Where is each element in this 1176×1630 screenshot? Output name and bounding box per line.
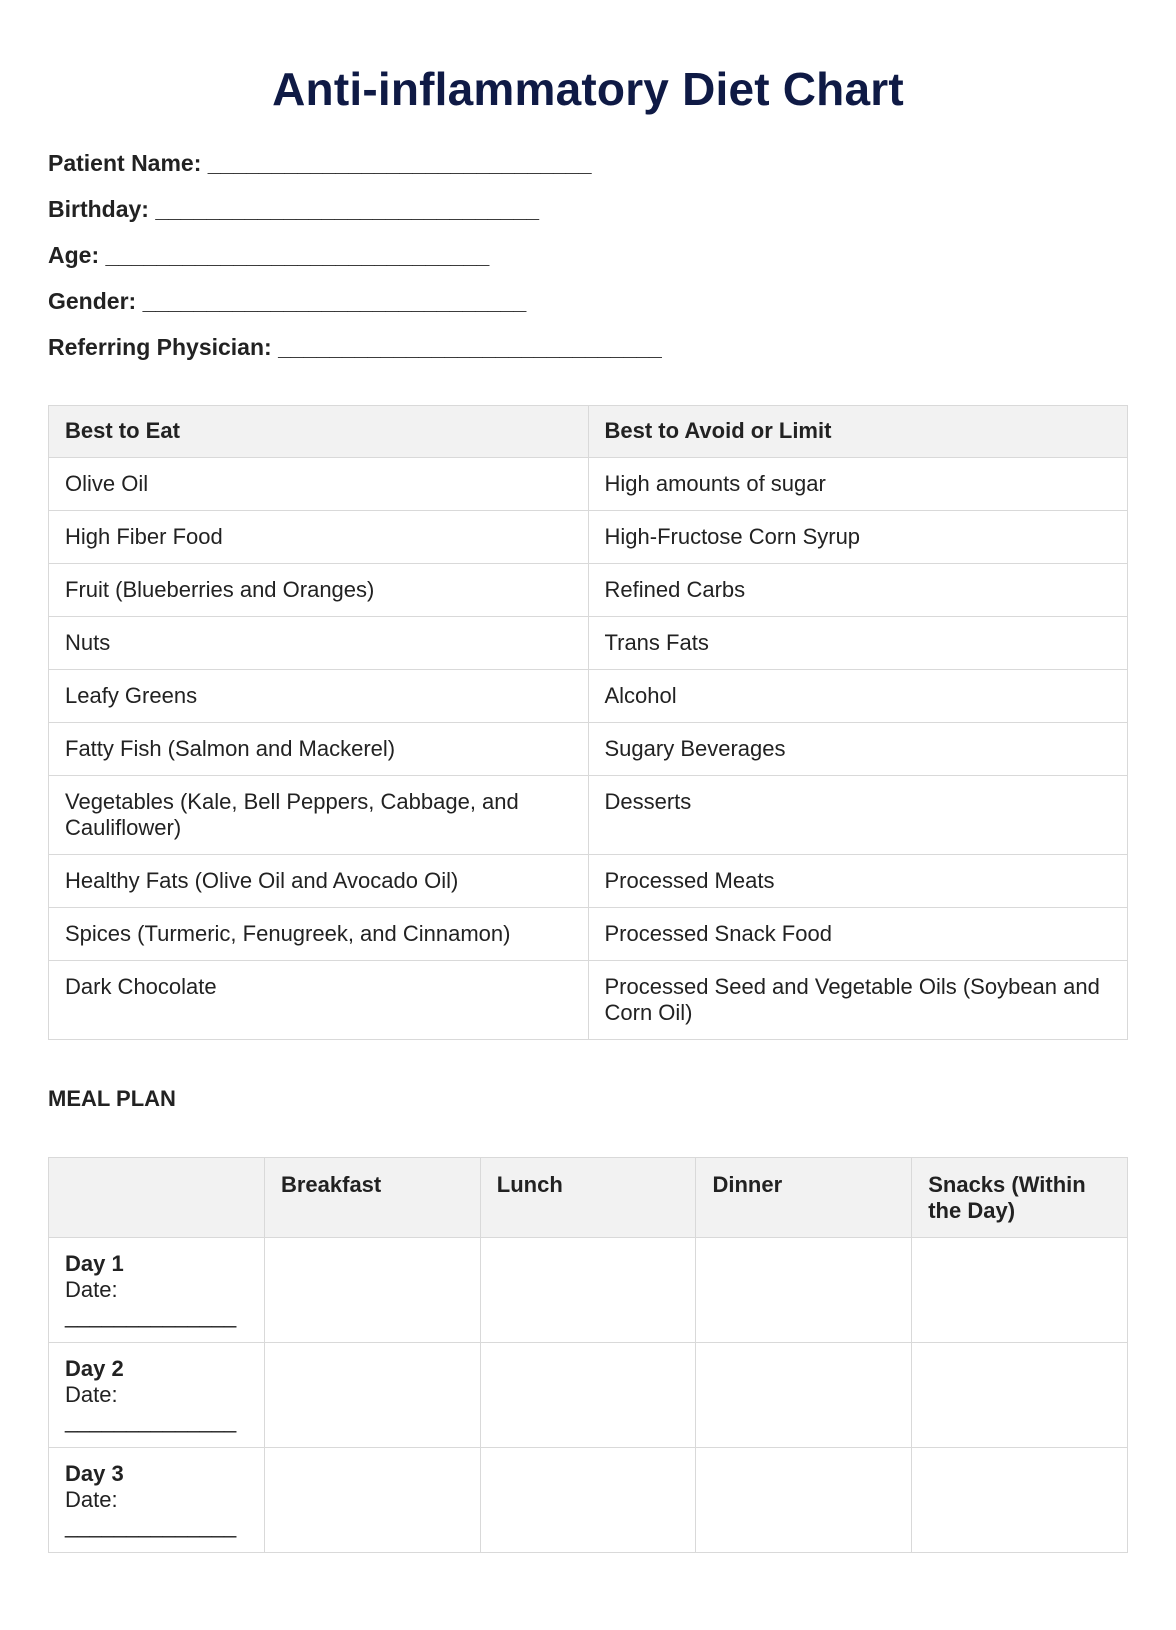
- table-row: [49, 723, 1128, 776]
- table-row: [49, 908, 1128, 961]
- dinner-cell[interactable]: [696, 1238, 912, 1343]
- lunch-cell[interactable]: [480, 1238, 696, 1343]
- eat-cell: Spices (Turmeric, Fenugreek, and Cinnamon): [49, 908, 589, 961]
- table-row: [49, 1448, 1128, 1553]
- eat-cell: Fruit (Blueberries and Oranges): [49, 564, 589, 617]
- meal-plan-heading: MEAL PLAN: [48, 1086, 176, 1111]
- food-guide-table: [48, 405, 1128, 1040]
- field-label: Age:: [48, 242, 100, 268]
- day-cell: [49, 1448, 265, 1553]
- age-field[interactable]: [48, 240, 662, 286]
- date-blank-line[interactable]: ______________: [65, 1513, 237, 1538]
- date-label: Date:: [65, 1382, 118, 1407]
- header-breakfast: Breakfast: [264, 1158, 480, 1238]
- field-blank-line: ______________________________: [105, 242, 490, 268]
- table-row: [49, 1238, 1128, 1343]
- header-best-to-eat: Best to Eat: [49, 406, 589, 458]
- day-label: Day 3: [65, 1461, 124, 1486]
- date-blank-line[interactable]: ______________: [65, 1408, 237, 1433]
- breakfast-cell[interactable]: [264, 1448, 480, 1553]
- field-blank-line: ______________________________: [278, 334, 662, 360]
- avoid-cell: Refined Carbs: [588, 564, 1128, 617]
- field-label: Birthday:: [48, 196, 149, 222]
- gender-field[interactable]: [48, 286, 662, 332]
- day-label: Day 2: [65, 1356, 124, 1381]
- field-label: Referring Physician:: [48, 334, 272, 360]
- date-label: Date:: [65, 1487, 118, 1512]
- dinner-cell[interactable]: [696, 1343, 912, 1448]
- lunch-cell[interactable]: [480, 1448, 696, 1553]
- date-blank-line[interactable]: ______________: [65, 1303, 237, 1328]
- eat-cell: Dark Chocolate: [49, 961, 589, 1040]
- breakfast-cell[interactable]: [264, 1343, 480, 1448]
- snacks-cell[interactable]: [912, 1343, 1128, 1448]
- day-cell: [49, 1238, 265, 1343]
- table-row: [49, 855, 1128, 908]
- patient-name-field[interactable]: [48, 148, 662, 194]
- eat-cell: Olive Oil: [49, 458, 589, 511]
- avoid-cell: Processed Meats: [588, 855, 1128, 908]
- day-cell: [49, 1343, 265, 1448]
- breakfast-cell[interactable]: [264, 1238, 480, 1343]
- field-label: Gender:: [48, 288, 137, 314]
- table-row: [49, 511, 1128, 564]
- snacks-cell[interactable]: [912, 1238, 1128, 1343]
- snacks-cell[interactable]: [912, 1448, 1128, 1553]
- field-blank-line: ______________________________: [142, 288, 527, 314]
- header-lunch: Lunch: [480, 1158, 696, 1238]
- table-row: [49, 670, 1128, 723]
- header-snacks: Snacks (Within the Day): [912, 1158, 1128, 1238]
- dinner-cell[interactable]: [696, 1448, 912, 1553]
- table-row: [49, 1343, 1128, 1448]
- eat-cell: Fatty Fish (Salmon and Mackerel): [49, 723, 589, 776]
- header-day-column: [49, 1158, 265, 1238]
- avoid-cell: Processed Snack Food: [588, 908, 1128, 961]
- lunch-cell[interactable]: [480, 1343, 696, 1448]
- field-blank-line: ______________________________: [155, 196, 540, 222]
- field-label: Patient Name:: [48, 150, 202, 176]
- avoid-cell: Alcohol: [588, 670, 1128, 723]
- page-title: Anti-inflammatory Diet Chart: [272, 63, 904, 115]
- patient-info-fields: [48, 148, 662, 378]
- day-label: Day 1: [65, 1251, 124, 1276]
- date-label: Date:: [65, 1277, 118, 1302]
- meal-plan-table: [48, 1157, 1128, 1553]
- avoid-cell: Trans Fats: [588, 617, 1128, 670]
- table-row: [49, 617, 1128, 670]
- avoid-cell: High amounts of sugar: [588, 458, 1128, 511]
- eat-cell: Nuts: [49, 617, 589, 670]
- avoid-cell: Desserts: [588, 776, 1128, 855]
- table-row: [49, 776, 1128, 855]
- avoid-cell: Sugary Beverages: [588, 723, 1128, 776]
- eat-cell: Leafy Greens: [49, 670, 589, 723]
- referring-physician-field[interactable]: [48, 332, 662, 378]
- table-row: [49, 961, 1128, 1040]
- eat-cell: Healthy Fats (Olive Oil and Avocado Oil): [49, 855, 589, 908]
- eat-cell: Vegetables (Kale, Bell Peppers, Cabbage, and Cauliflower): [49, 776, 589, 855]
- table-header-row: [49, 1158, 1128, 1238]
- eat-cell: High Fiber Food: [49, 511, 589, 564]
- avoid-cell: Processed Seed and Vegetable Oils (Soybean and Corn Oil): [588, 961, 1128, 1040]
- field-blank-line: ______________________________: [207, 150, 592, 176]
- birthday-field[interactable]: [48, 194, 662, 240]
- header-best-to-avoid: Best to Avoid or Limit: [588, 406, 1128, 458]
- header-dinner: Dinner: [696, 1158, 912, 1238]
- avoid-cell: High-Fructose Corn Syrup: [588, 511, 1128, 564]
- table-row: [49, 564, 1128, 617]
- table-header-row: [49, 406, 1128, 458]
- table-row: [49, 458, 1128, 511]
